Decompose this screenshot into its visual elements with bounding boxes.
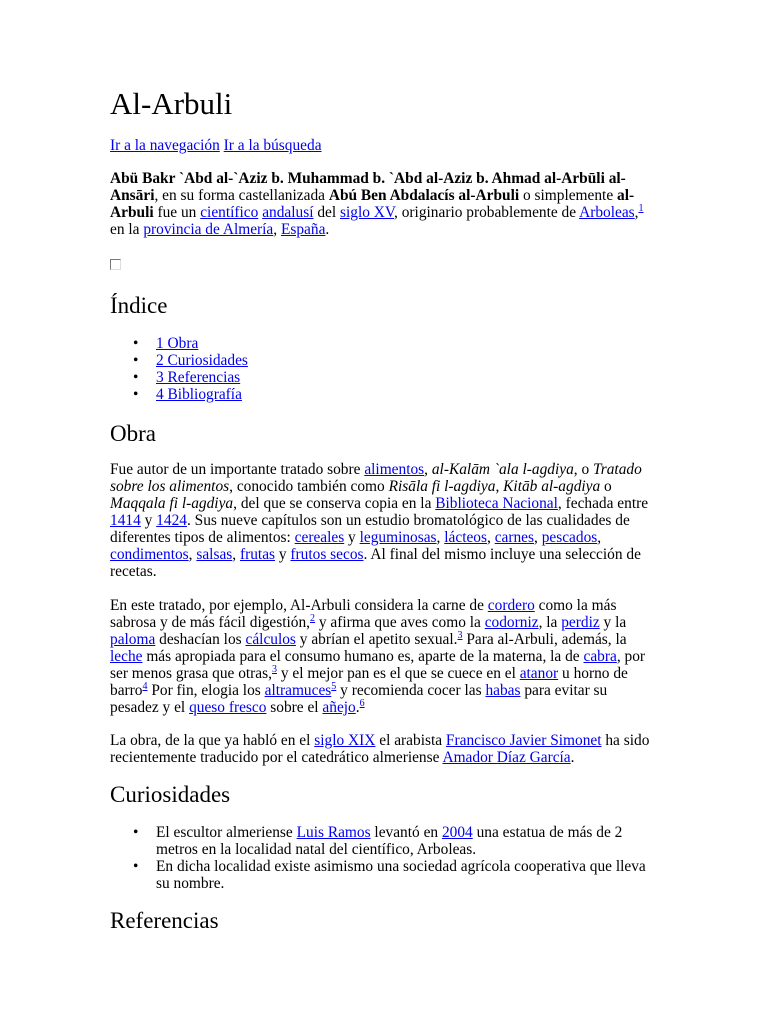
toc-item [156,369,655,386]
link-condimentos[interactable]: condimentos [110,546,189,563]
link-1424[interactable]: 1424 [156,512,187,529]
link-cereales[interactable]: cereales [294,529,345,546]
obra-paragraph-1: Fue autor de un importante tratado sobre alimentos, al-Kalām `ala l-agdiya, o Tratado sobre los alimentos, conocido también como Risāla fi l-agdiya, Kitāb al-agdiya o Maqqala fi l-agdiya, del que se conserva copia en la Biblioteca Nacional, fechada entre 1414 y 1424. Sus nueve capítulos son un estudio bromatológico de las cualidades de diferentes tipos de alimentos: cereales y leguminosas, lácteos, carnes, pescados, condimentos, salsas, frutas y frutos secos. Al final del mismo incluye una selección de recetas. [110,461,649,580]
footnote-ref-4[interactable]: 4 [142,681,148,692]
link-2004[interactable]: 2004 [441,824,473,841]
curiosidades-list [110,824,655,892]
link-cabra[interactable]: cabra [583,648,617,665]
link-habas[interactable]: habas [485,682,521,699]
toc-list [110,335,655,403]
footnote-ref-6[interactable]: 6 [359,698,365,709]
link-andalusi[interactable]: andalusí [262,204,314,221]
link-salsas[interactable]: salsas [196,546,233,563]
footnote-ref-2[interactable]: 2 [310,613,316,624]
link-leche[interactable]: leche [110,648,143,665]
obra-paragraph-3: La obra, de la que ya habló en el siglo XIX el arabista Francisco Javier Simonet ha sido recientemente traducido por el catedrático almeriense Amador Díaz García. [110,732,650,766]
link-cordero[interactable]: cordero [487,597,535,614]
jump-links [110,137,655,154]
link-perdiz[interactable]: perdiz [561,614,600,631]
link-luis-ramos[interactable]: Luis Ramos [296,824,371,841]
link-siglo-xv[interactable]: siglo XV [340,204,395,221]
list-item: • El escultor almeriense Luis Ramos levantó en 2004 una estatua de más de 2 metros en la localidad natal del científico, Arboleas. [156,824,655,858]
link-codorniz[interactable]: codorniz [484,614,539,631]
link-queso-fresco[interactable]: queso fresco [189,699,267,716]
footnote-ref-3b[interactable]: 3 [271,664,277,675]
link-altramuces[interactable]: altramuces [264,682,332,699]
link-anejo[interactable]: añejo [322,699,356,716]
link-siglo-xix[interactable]: siglo XIX [314,732,376,749]
toc-link-referencias[interactable]: 3 Referencias [156,369,241,386]
link-carnes[interactable]: carnes [494,529,534,546]
skip-to-navigation-link[interactable]: Ir a la navegación [110,137,220,154]
section-heading-curiosidades: Curiosidades [110,782,231,807]
page-title: Al-Arbuli [110,86,233,121]
link-frutas[interactable]: frutas [239,546,276,563]
link-leguminosas[interactable]: leguminosas [359,529,437,546]
link-lacteos[interactable]: lácteos [444,529,487,546]
link-calculos[interactable]: cálculos [245,631,296,648]
section-heading-referencias: Referencias [110,908,219,933]
link-1414[interactable]: 1414 [110,512,141,529]
link-francisco-javier-simonet[interactable]: Francisco Javier Simonet [445,732,602,749]
footnote-ref-3[interactable]: 3 [457,630,463,641]
link-paloma[interactable]: paloma [110,631,156,648]
link-pescados[interactable]: pescados [541,529,598,546]
link-provincia-almeria[interactable]: provincia de Almería [143,221,274,238]
link-cientifico[interactable]: científico [200,204,259,221]
toc-link-bibliografia[interactable]: 4 Bibliografía [156,386,242,403]
obra-paragraph-2: En este tratado, por ejemplo, Al-Arbuli considera la carne de cordero como la más sabrosa y de más fácil digestión,$^2$ y afirma que aves como la codorniz, la perdiz y la paloma deshacían los cálculos y abrían el apetito sexual.$^3$ Para al-Arbuli, además, la leche más apropiada para el consumo humano es, aparte de la materna, la de cabra, por ser menos grasa que otras,$^3$ y el mejor pan es el que se cuece en el atanor u horno de barro$^4$ Por fin, elogia los altramuces$^5$ y recomienda cocer las habas para evitar su pesadez y el queso fresco sobre el añejo.$^6$ [110,597,646,716]
toc-link-obra[interactable]: 1 Obra [156,335,199,352]
link-biblioteca-nacional[interactable]: Biblioteca Nacional [435,495,558,512]
link-amador-diaz-garcia[interactable]: Amador Díaz García [442,749,571,766]
list-item: • En dicha localidad existe asimismo una sociedad agrícola cooperativa que lleva su nombre. [156,858,655,892]
toc-heading: Índice [110,293,168,318]
toc-item [156,352,655,369]
section-heading-obra: Obra [110,421,156,446]
link-alimentos[interactable]: alimentos [364,461,425,478]
link-espana[interactable]: España [280,221,326,238]
skip-to-search-link[interactable]: Ir a la búsqueda [223,137,322,154]
footnote-ref-1[interactable]: 1 [638,203,644,214]
toc-item [156,335,655,352]
toc-toggle-checkbox[interactable] [110,259,121,270]
toc-link-curiosidades[interactable]: 2 Curiosidades [156,352,248,369]
footnote-ref-5[interactable]: 5 [331,681,337,692]
link-arboleas[interactable]: Arboleas [579,204,635,221]
link-frutos-secos[interactable]: frutos secos [290,546,364,563]
link-atanor[interactable]: atanor [519,665,559,682]
toc-item [156,386,655,403]
intro-paragraph: Abü Bakr `Abd al-`Aziz b. Muhammad b. `Abd al-Aziz b. Ahmad al-Arbūli al-Ansāri, en su forma castellanizada Abú Ben Abdalacís al-Arbuli o simplemente al-Arbuli fue un científico andalusí del siglo XV, originario probablemente de Arboleas,$^1$ en la provincia de Almería, España. [110,170,644,238]
